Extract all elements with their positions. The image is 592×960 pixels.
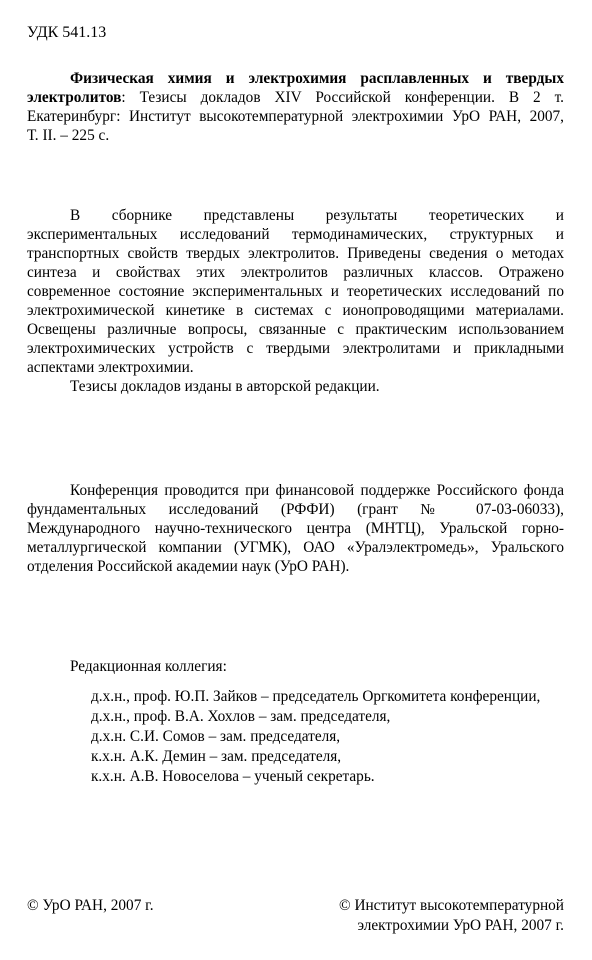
biblio-title-line-1 xyxy=(70,69,564,88)
udk-code: УДК 541.13 xyxy=(27,24,107,41)
biblio-subtitle: : Тезисы докладов XIV Российской конференции. В 2 т. xyxy=(121,89,564,106)
copyright-uro-ran: © УрО РАН, 2007 г. xyxy=(27,897,154,914)
abstract-line: аспектами электрохимии. xyxy=(27,359,194,376)
editorial-note: Тезисы докладов изданы в авторской редакции. xyxy=(70,378,380,395)
board-member: к.х.н. А.К. Демин – зам. председателя, xyxy=(91,748,342,765)
funding-line: фундаментальных исследований (РФФИ) (грант № 07-03-06033), xyxy=(27,501,564,518)
board-member: д.х.н., проф. В.А. Хохлов – зам. председателя, xyxy=(91,708,391,725)
board-member: д.х.н., проф. Ю.П. Зайков – председатель Оргкомитета конференции, xyxy=(91,688,541,705)
abstract-paragraph xyxy=(27,206,564,406)
abstract-line: Освещены различные вопросы, связанные с практическим использованием xyxy=(27,321,564,338)
biblio-title-end: электролитов xyxy=(27,89,122,106)
biblio-title-word: и xyxy=(225,70,235,87)
board-member: к.х.н. А.В. Новоселова – ученый секретарь. xyxy=(91,768,375,785)
funding-line: металлургической компании (УГМК), ОАО «Уралэлектромедь», Уральского xyxy=(27,539,564,556)
bibliographic-record xyxy=(27,69,564,149)
abstract-line: транспортных свойств твердых электролитов. Приведены сведения о методах xyxy=(27,245,564,262)
editorial-board-title: Редакционная коллегия: xyxy=(70,658,227,675)
funding-paragraph xyxy=(27,481,564,581)
board-member: д.х.н. С.И. Сомов – зам. председателя, xyxy=(91,728,341,745)
biblio-title-word: химия xyxy=(167,70,212,87)
biblio-title-word: расплавленных xyxy=(360,70,470,87)
copyright-institute-line-1: © Институт высокотемпературной xyxy=(339,897,564,914)
abstract-line: электрохимических устройств с твердыми электролитами и прикладными xyxy=(27,340,564,357)
abstract-line: синтеза и свойствах этих электролитов различных классов. Отражено xyxy=(27,264,564,281)
funding-line: Конференция проводится при финансовой поддержке Российского фонда xyxy=(70,482,564,499)
biblio-title-word: электрохимия xyxy=(248,70,347,87)
abstract-line: электрохимической кинетике в системах с ионопроводящими материалами. xyxy=(27,302,564,319)
abstract-line: экспериментальных исследований термодинамических, структурных и xyxy=(27,226,564,243)
biblio-title-word: Физическая xyxy=(70,70,154,87)
biblio-title-word: и xyxy=(483,70,492,87)
biblio-line-2 xyxy=(27,88,564,107)
copyright-institute-line-2: электрохимии УрО РАН, 2007 г. xyxy=(357,917,564,934)
biblio-line-4: Т. II. – 225 с. xyxy=(27,127,110,144)
biblio-line-3: Екатеринбург: Институт высокотемпературной электрохимии УрО РАН, 2007, xyxy=(27,108,564,125)
abstract-line: современное состояние экспериментальных и теоретических исследований по xyxy=(27,283,564,300)
abstract-line: В сборнике представлены результаты теоретических и xyxy=(70,207,564,224)
biblio-title-word: твердых xyxy=(505,70,564,87)
funding-line: Международного научно-технического центра (МНТЦ), Уральской горно- xyxy=(27,520,564,537)
funding-line: отделения Российской академии наук (УрО РАН). xyxy=(27,558,350,575)
